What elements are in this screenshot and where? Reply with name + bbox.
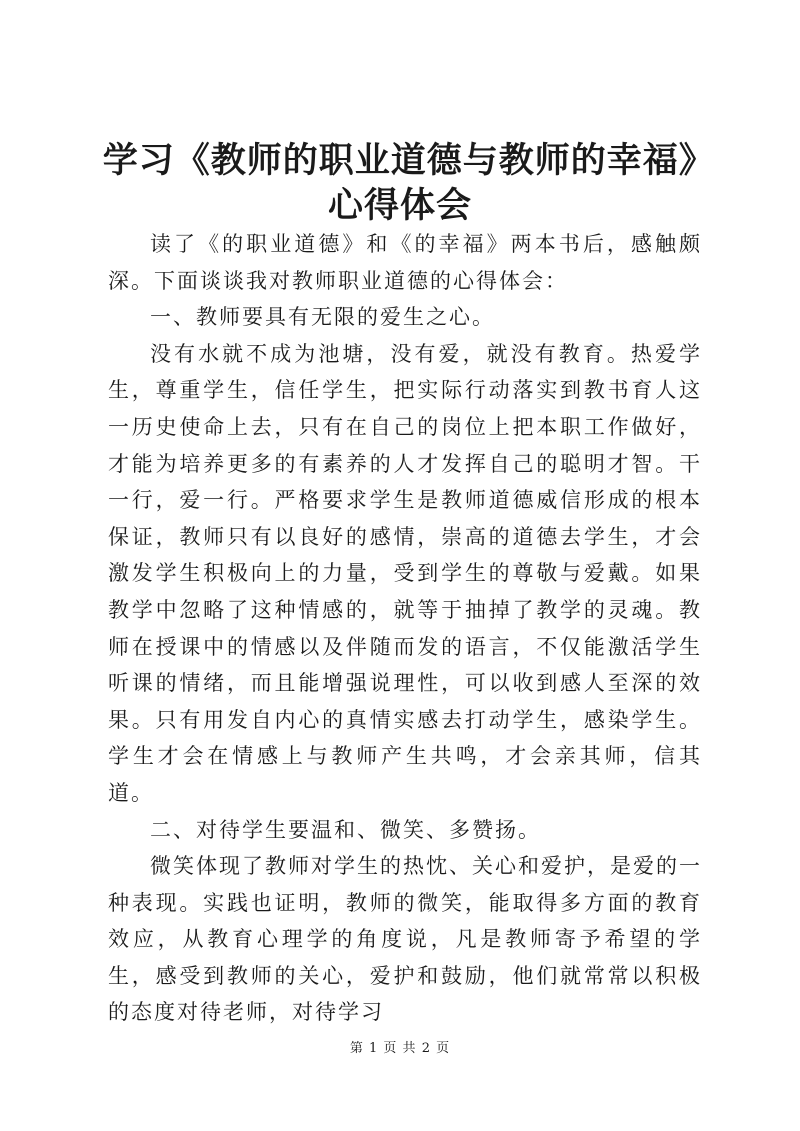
paragraph-intro: 读了《的职业道德》和《的幸福》两本书后，感触颇深。下面谈谈我对教师职业道德的心得体会：	[108, 232, 702, 293]
paragraph-section-1: 没有水就不成为池塘，没有爱，就没有教育。热爱学生，尊重学生，信任学生，把实际行动落实到教书育人这一历史使命上去，只有在自己的岗位上把本职工作做好，才能为培养更多的有素养的人才发挥自己的聪明才智。干一行，爱一行。严格要求学生是教师道德威信形成的根本保证，教师只有以良好的感情，崇高的道德去学生，才会激发学生积极向上的力量，受到学生的尊敬与爱戴。如果教学中忽略了这种情感的，就等于抽掉了教学的灵魂。教师在授课中的情感以及伴随而发的语言，不仅能激活学生听课的情绪，而且能增强说理性，可以收到感人至深的效果。只有用发自内心的真情实感去打动学生，感染学生。学生才会在情感上与教师产生共鸣，才会亲其师，信其道。	[108, 341, 702, 805]
page-footer: 第 1 页 共 2 页	[349, 1041, 451, 1056]
document-title: 学习《教师的职业道德与教师的幸福》心得体会	[102, 140, 698, 226]
section-heading-2: 二、对待学生要温和、微笑、多赞扬。	[150, 817, 541, 842]
section-heading-1: 一、教师要具有无限的爱生之心。	[150, 305, 495, 330]
paragraph-section-2: 微笑体现了教师对学生的热忱、关心和爱护，是爱的一种表现。实践也证明，教师的微笑，能取得多方面的教育效应，从教育心理学的角度说，凡是教师寄予希望的学生，感受到教师的关心，爱护和鼓励，他们就常常以积极的态度对待老师，对待学习	[108, 854, 702, 1025]
document-body	[108, 226, 702, 1031]
